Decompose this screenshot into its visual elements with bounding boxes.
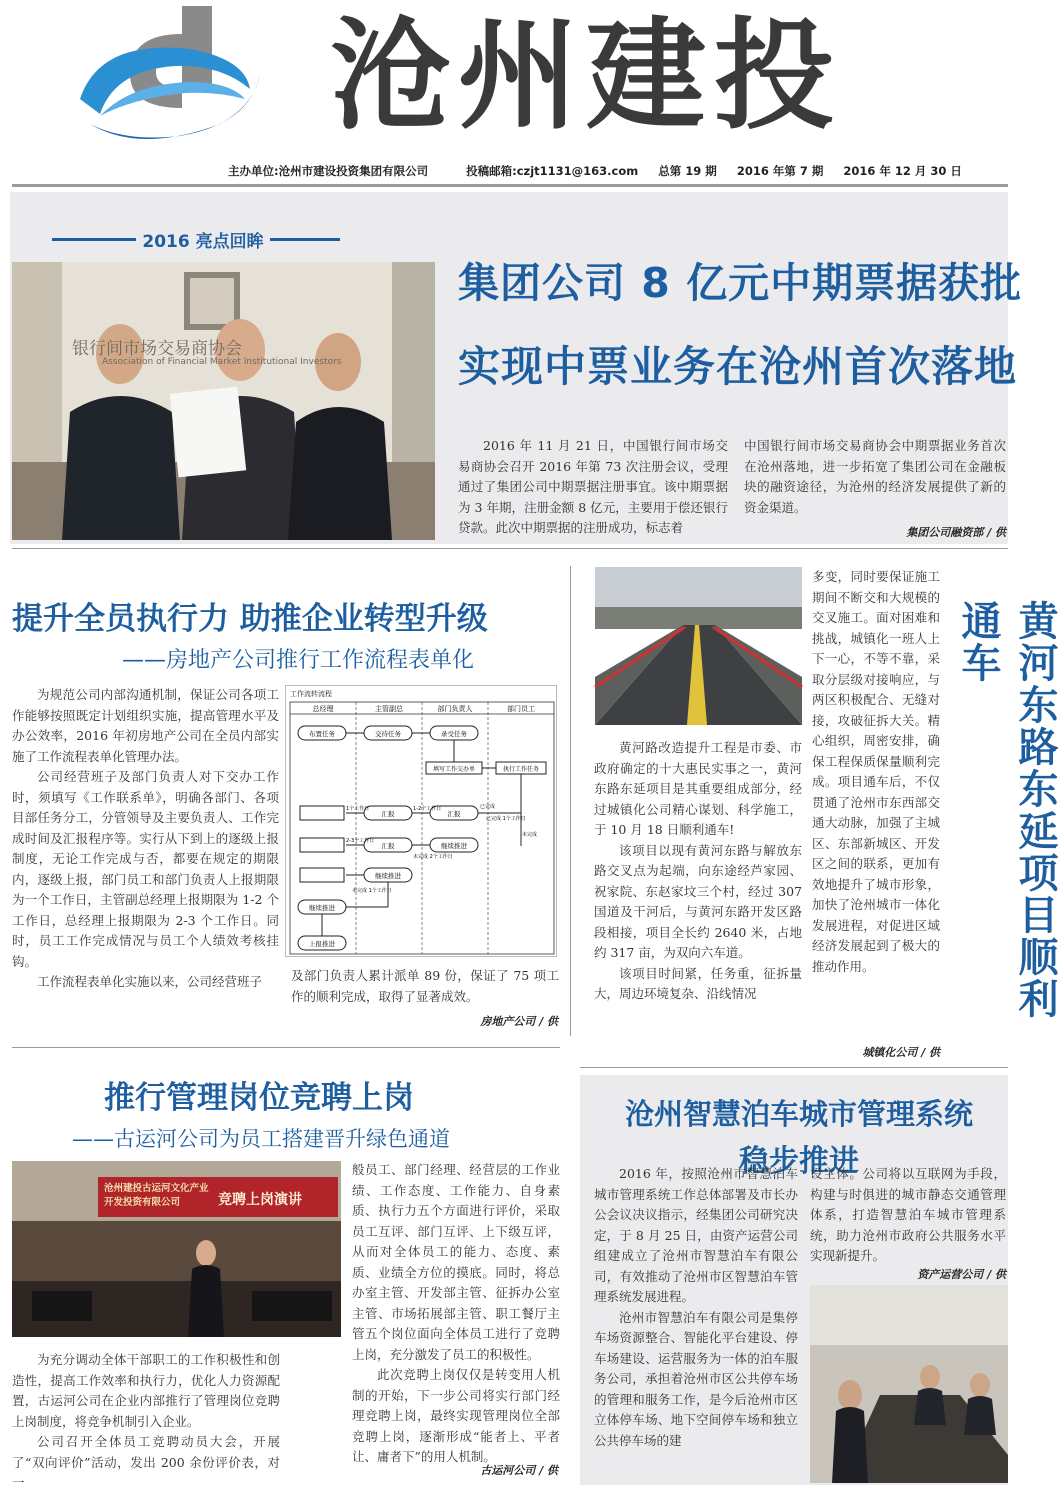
flow-box: 继续推进 bbox=[309, 904, 335, 912]
road-vertical-title: 黄河东路东延项目顺利通车 bbox=[955, 600, 1058, 1020]
issue-year: 2016 年第 7 期 bbox=[736, 164, 824, 178]
job-photo-banner-right: 竞聘上岗演讲 bbox=[218, 1192, 302, 1208]
process-col-right: 及部门负责人累计派单 89 份，保证了 75 项工作的顺利完成，取得了显著成效。 bbox=[291, 968, 559, 1004]
parking-credit: 资产运营公司 / 供 bbox=[917, 1268, 1006, 1281]
photo-sign-text-en: Association of Financial Market Institutional Investors bbox=[102, 357, 342, 367]
parking-headline-1: 沧州智慧泊车城市管理系统 bbox=[624, 1097, 973, 1131]
flow-note: 已完成 bbox=[480, 804, 496, 810]
lead-headline-2: 实现中票业务在沧州首次落地 bbox=[458, 342, 1018, 391]
flow-box: 上报推进 bbox=[309, 940, 335, 948]
column-divider bbox=[570, 566, 571, 1036]
flow-note: 已完成 1个工作日 bbox=[486, 816, 526, 822]
flow-box: 汇报 bbox=[381, 842, 395, 850]
section-tag: 2016 亮点回眸 bbox=[52, 225, 342, 253]
job-subhead: ——古运河公司为员工搭建晋升绿色通道 bbox=[72, 1127, 450, 1151]
flow-box: 执行工作任务 bbox=[502, 766, 540, 773]
job-photo bbox=[12, 1161, 341, 1337]
issue-total: 总第 19 期 bbox=[658, 164, 717, 178]
sponsor: 主办单位:沧州市建设投资集团有限公司 bbox=[228, 164, 429, 178]
flow-box: 布置任务 bbox=[309, 730, 335, 738]
lead-col-2: 中国银行间市场交易商协会中期票据业务首次在沧州落地，进一步拓宽了集团公司在金融板块的融资途径，为沧州的经济发展提供了新的资金渠道。 bbox=[744, 438, 1006, 515]
flow-note: 1个工作日 bbox=[346, 806, 370, 812]
process-headline: 提升全员执行力 助推企业转型升级 bbox=[12, 601, 488, 637]
flow-note: 未完成 2个工作日 bbox=[413, 854, 453, 860]
job-photo-banner-left: 沧州建投古运河文化产业开发投资有限公司 bbox=[104, 1183, 209, 1208]
road-col-2: 多变，同时要保证施工期间不断交和大规模的交叉施工。面对困难和挑战，城镇化一班人上下一心，不等不靠，采取分层级对接响应，与两区积极配合、无缝对接，攻破征拆大关。精心组织，周密安排，确保工程保质保量顺利完成。项目通车后，不仅贯通了沧州市东西部交通大动脉，加强了主城区、东部新城区、开发区之间的联系，更加有效地提升了城市形象，加快了沧州城市一体化发展进程，对促进区域经济发展起到了极大的推动作用。 bbox=[812, 569, 940, 974]
process-col-left: 为规范公司内部沟通机制，保证公司各项工作能够按照既定计划组织实施，提高管理水平及办公效率，2016 年初房地产公司在全员内部实施了工作流程表单化管理办法。 公司经营班子及部门负责人对下交办工作时，须填写《工作联系单》，明确各部门、各项目部任务分工，分管领导及主要负责人、工作完成时间及汇报程序等。实行从下到上的逐级上报制度，无论工作完成与否，都要在规定的期限内，逐级上报，部门员工和部门负责人上报期限为一个工作日，主管副总经理上报期限为 1-2 个工作日，总经理上报期限为 2-3 个工作日。同时，员工工作完成情况与员工个人绩效考核挂钩。 工作流程表单化实施以来，公司经营班子 bbox=[12, 687, 279, 989]
job-credit: 古运河公司 / 供 bbox=[480, 1464, 558, 1477]
logo-mark-icon bbox=[70, 4, 270, 154]
lead-credit: 集团公司融资部 / 供 bbox=[906, 526, 1006, 539]
flow-note: 未完成 bbox=[522, 832, 538, 838]
flow-box: 继续推进 bbox=[441, 842, 467, 850]
flow-box: 交待任务 bbox=[375, 730, 401, 738]
issue-date: 2016 年 12 月 30 日 bbox=[843, 164, 962, 178]
lead-col-1: 2016 年 11 月 21 日，中国银行间市场交易商协会召开 2016 年第 73 次注册会议，受理通过了集团公司中期票据注册事宜。该中期票据为 3 年期，注册金额 8 亿元，主要用于偿还银行贷款。此次中期票据的注册成功，标志着 bbox=[458, 438, 728, 535]
flow-box: 填写工作交办单 bbox=[432, 766, 476, 773]
workflow-diagram bbox=[285, 685, 557, 957]
job-headline: 推行管理岗位竞聘上岗 bbox=[104, 1080, 414, 1116]
newspaper-title: 沧州建投 bbox=[330, 7, 842, 146]
process-subhead: ——房地产公司推行工作流程表单化 bbox=[122, 648, 475, 673]
road-credit: 城镇化公司 / 供 bbox=[862, 1046, 940, 1059]
horizontal-rule bbox=[580, 1067, 1008, 1068]
lead-headline-1: 集团公司 8 亿元中期票据获批 bbox=[458, 259, 1023, 307]
flow-box: 汇报 bbox=[447, 810, 461, 818]
job-col-right: 般员工、部门经理、经营层的工作业绩、工作态度、工作能力、自身素质、执行力五个方面进行评价，采取员工互评、部门互评、上下级互评，从而对全体员工的能力、态度、素质、业绩全方位的摸底。同时，将总办室主管、开发部主管、征拆办公室主管、市场拓展部主管、职工餐厅主管五个岗位面向全体员工进行了竞聘上岗，充分激发了员工的积极性。 此次竞聘上岗仅仅是转变用人机制的开始，下一步公司将实行部门经理竞聘上岗，最终实现管理岗位全部竞聘上岗，逐渐形成“能者上、平者让、庸者下”的用人机制。 bbox=[352, 1162, 560, 1464]
job-col-bottom: 为充分调动全体干部职工的工作积极性和创造性，提高工作效率和执行力，优化人力资源配置，古运河公司在企业内部推行了管理岗位竞聘上岗制度，将竞争机制引入企业。 公司召开全体员工竞聘动员大会，开展了“双向评价”活动，发出 200 余份评价表，对一 bbox=[12, 1352, 280, 1490]
parking-col-1: 2016 年，按照沧州市智慧泊车城市管理系统工作总体部署及市长办公会议决议指示，经集团公司研究决定，于 8 月 25 日，由资产运营公司组建成立了沧州市智慧泊车有限公司，有效推动了沧州市区智慧泊车管理系统发展进程。 沧州市智慧泊车有限公司是集停车场资源整合、智能化平台建设、停车场建设、运营服务为一体的泊车服务公司，承担着沧州市区公共停车场的管理和服务工作，是今后沧州市区立体停车场、地下空间停车场和独立公共停车场的建 bbox=[594, 1166, 798, 1448]
flow-col-3: 部门员工 bbox=[507, 705, 535, 713]
lead-photo bbox=[12, 262, 435, 540]
parking-photo bbox=[810, 1285, 1008, 1483]
horizontal-rule bbox=[12, 548, 1008, 549]
parking-headline-2: 稳步推进 bbox=[739, 1144, 859, 1179]
flow-col-2: 部门负责人 bbox=[437, 705, 473, 713]
flow-col-1: 主管副总 bbox=[375, 705, 403, 713]
flow-box: 汇报 bbox=[381, 810, 395, 818]
flow-box: 录受任务 bbox=[441, 730, 467, 738]
masthead-info-bar bbox=[228, 163, 1008, 179]
masthead-divider bbox=[12, 184, 1008, 187]
photo-sign-text: 银行间市场交易商协会 bbox=[72, 339, 242, 359]
road-col-1: 黄河路改造提升工程是市委、市政府确定的十大惠民实事之一，黄河东路东延项目是其重要组成部分，经过城镇化公司精心谋划、科学施工，于 10 月 18 日顺利通车! 该项目以现有黄河东路与解放东路交叉点为起端，向东途经芦家园、祝家院、东赵家坟三个村，经过 307 国道及干河后，与黄河东路开发区路段相接，项目全长约 2640 米，占地约 317 亩，为双向六车道。 该项目时间紧，任务重，征拆量大，周边环境复杂、沿线情况 bbox=[594, 740, 802, 1001]
flow-note: 2-3个工作日 bbox=[346, 838, 375, 844]
submission-email[interactable]: 投稿邮箱:czjt1131@163.com bbox=[466, 164, 639, 178]
flow-note: 1-2个工作日 bbox=[413, 806, 442, 812]
flow-col-0: 总经理 bbox=[312, 705, 334, 713]
flow-box: 继续推进 bbox=[375, 872, 401, 880]
horizontal-rule bbox=[12, 1047, 560, 1048]
flow-note: 未完成 1个工作日 bbox=[352, 888, 392, 894]
parking-col-2: 设主体。公司将以互联网为手段，构建与时俱进的城市静态交通管理体系，打造智慧泊车城市管理系统，助力沧州市政府公共服务水平实现新提升。 bbox=[810, 1166, 1006, 1263]
workflow-title: 工作流转流程 bbox=[290, 690, 332, 698]
process-credit: 房地产公司 / 供 bbox=[480, 1015, 558, 1028]
logo bbox=[70, 4, 270, 154]
road-photo bbox=[595, 567, 802, 725]
